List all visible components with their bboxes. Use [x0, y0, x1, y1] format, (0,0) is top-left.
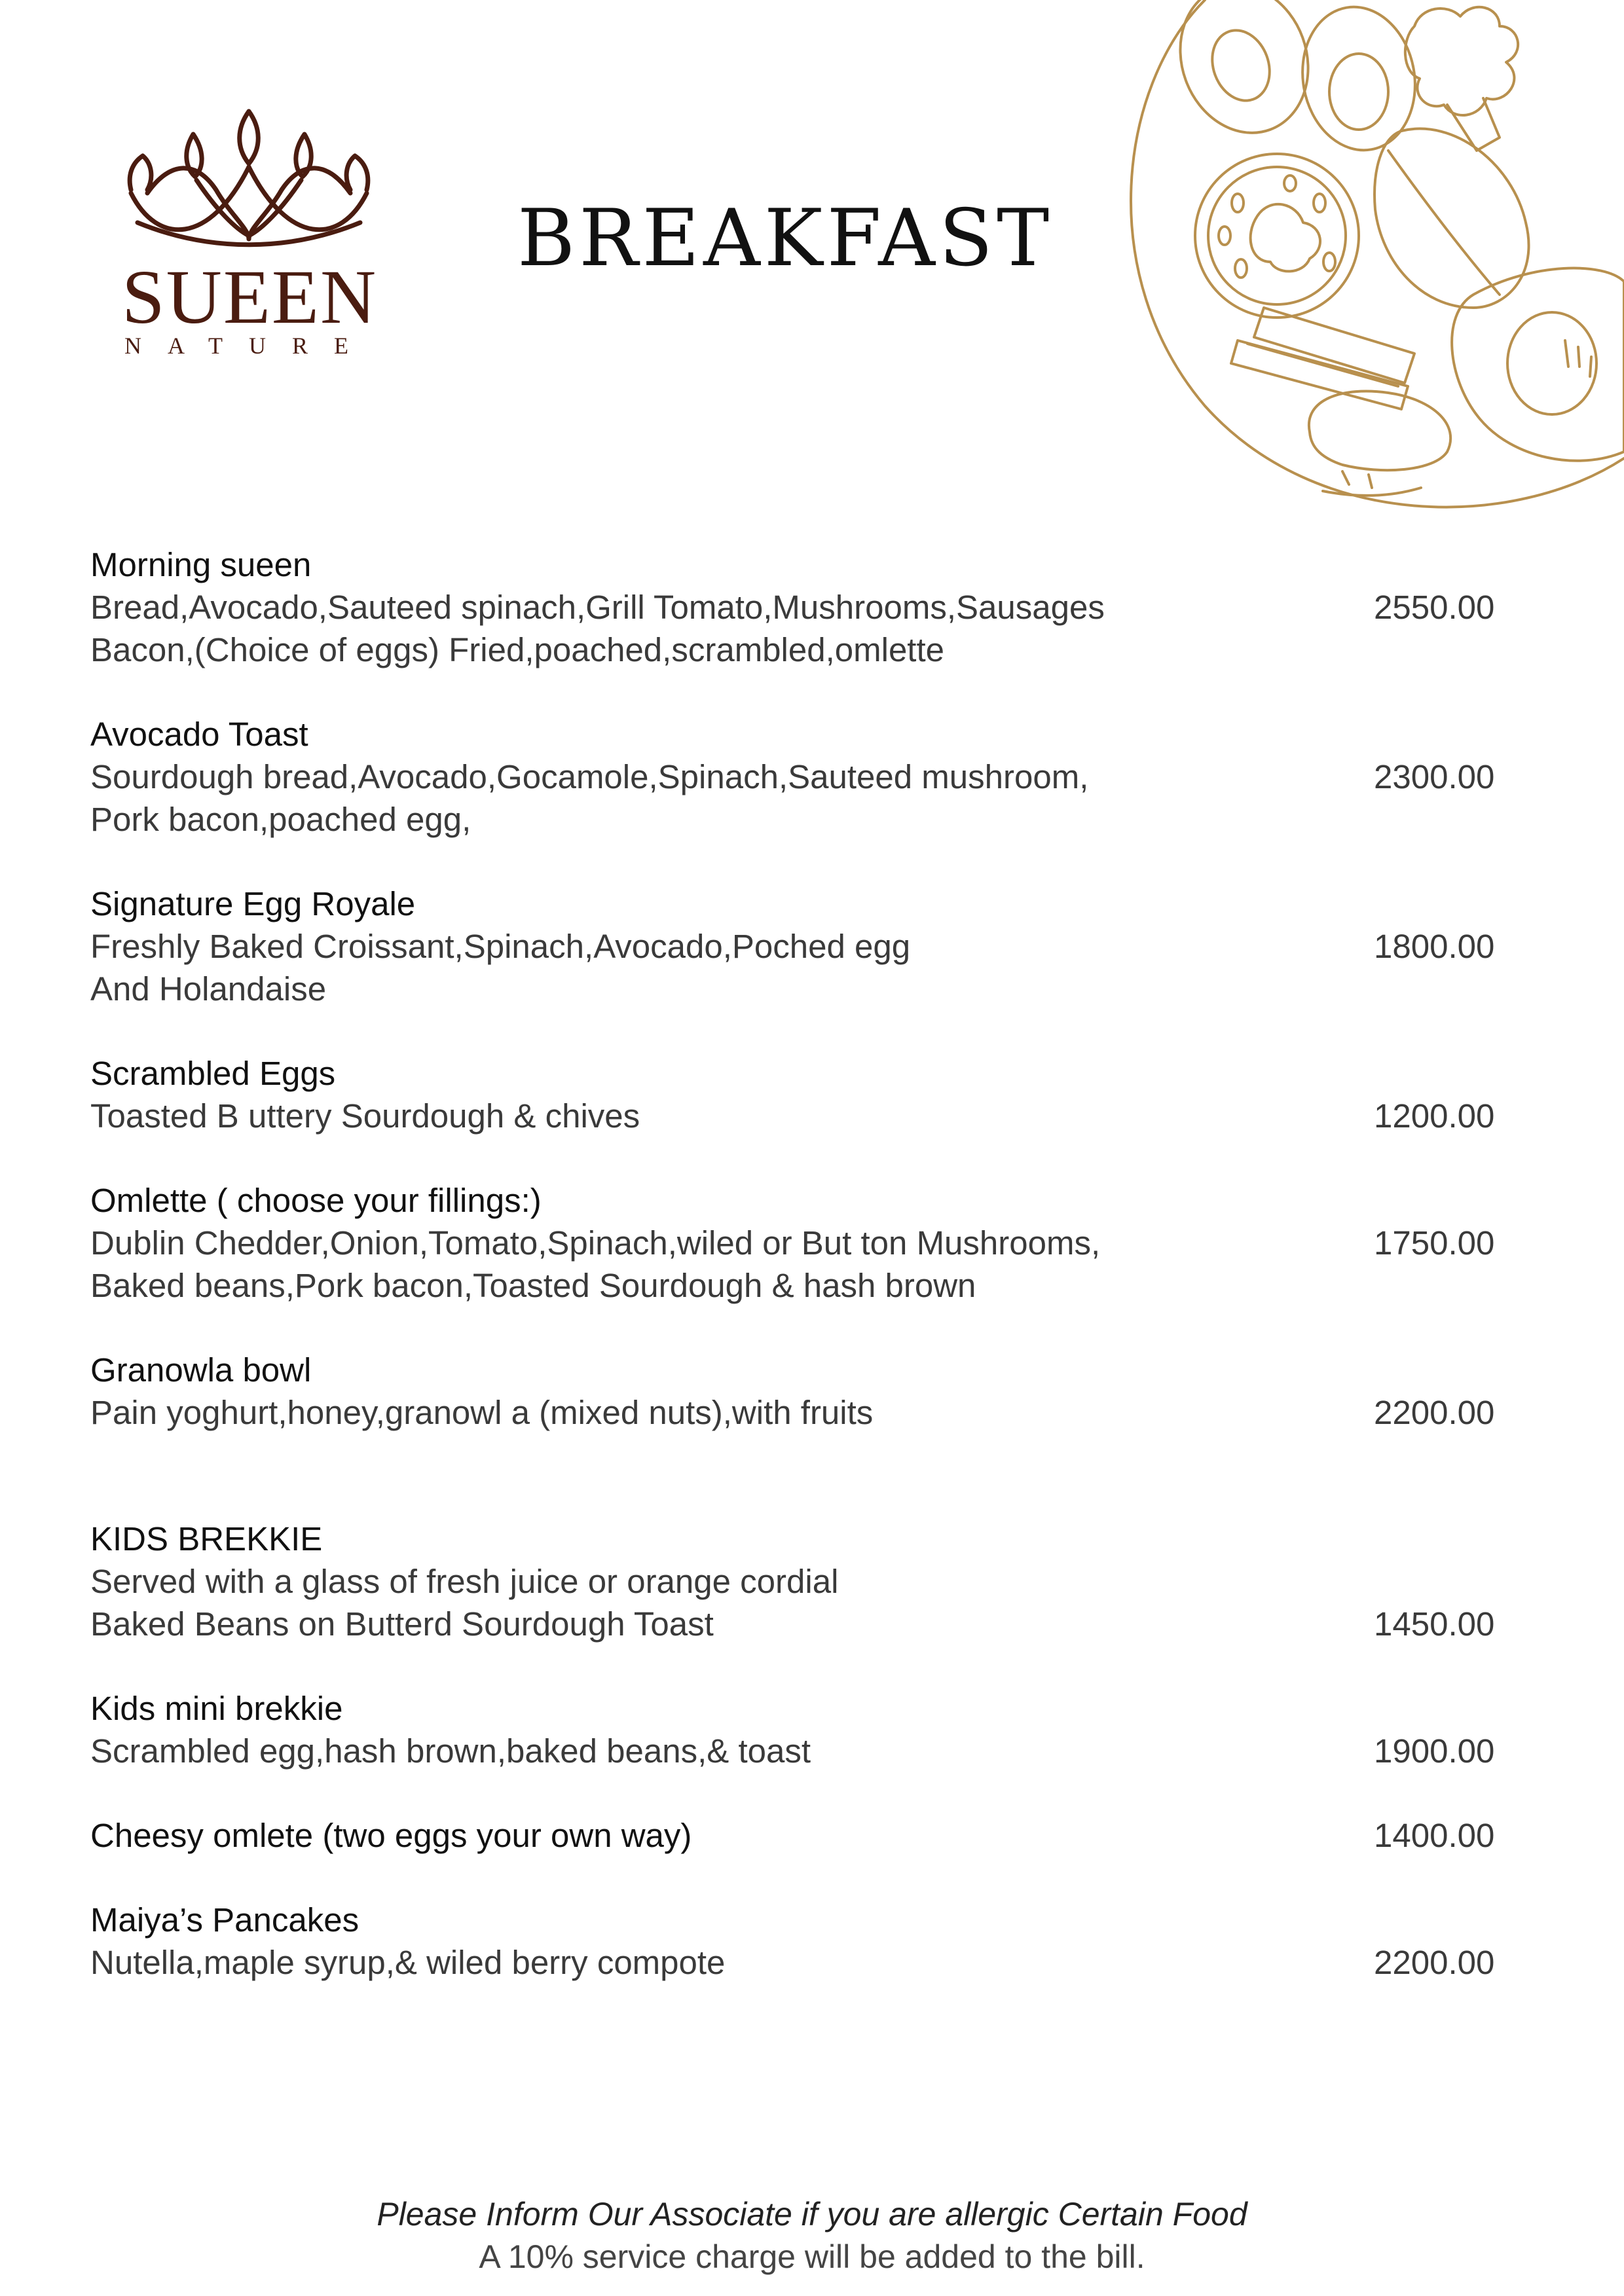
page-title: BREAKFAST	[517, 193, 1054, 284]
menu-item	[90, 1052, 1544, 1137]
menu-list	[90, 543, 1544, 2026]
menu-item-price: 2300.00	[1374, 758, 1495, 795]
footer	[0, 2193, 1624, 2278]
brand-logo	[118, 98, 380, 360]
service-charge-note: A 10% service charge will be added to the bill.	[479, 2238, 1145, 2275]
menu-item-name: Avocado Toast	[90, 716, 308, 753]
menu-item-description: Dublin Chedder,Onion,Tomato,Spinach,wiled or But ton Mushrooms,	[90, 1224, 1101, 1262]
menu-item-description: And Holandaise	[90, 970, 327, 1008]
menu-item	[90, 1814, 1544, 1857]
brand-tagline: NATURE	[124, 333, 375, 359]
menu-item-price: 1400.00	[1374, 1817, 1495, 1854]
menu-item-name: Kids mini brekkie	[90, 1690, 343, 1727]
breakfast-plate-illustration-icon	[1107, 0, 1624, 517]
menu-item-name: Signature Egg Royale	[90, 885, 416, 922]
menu-item-description: Freshly Baked Croissant,Spinach,Avocado,Poched egg	[90, 928, 911, 965]
menu-item-name: Granowla bowl	[90, 1351, 312, 1389]
menu-item-name: Omlette ( choose your fillings:)	[90, 1182, 542, 1219]
menu-item	[90, 1349, 1544, 1434]
menu-item-price: 2200.00	[1374, 1394, 1495, 1431]
allergy-note: Please Inform Our Associate if you are allergic Certain Food	[377, 2196, 1247, 2232]
menu-item-description: Pain yoghurt,honey,granowl a (mixed nuts),with fruits	[90, 1394, 874, 1431]
menu-item	[90, 1518, 1544, 1645]
menu-item-description: Bacon,(Choice of eggs) Fried,poached,scrambled,omlette	[90, 631, 945, 668]
menu-item-price: 1200.00	[1374, 1097, 1495, 1135]
menu-item	[90, 1687, 1544, 1772]
menu-item-description: Nutella,maple syrup,& wiled berry compote	[90, 1944, 726, 1981]
menu-item-name: KIDS BREKKIE	[90, 1520, 323, 1558]
menu-item-price: 1900.00	[1374, 1732, 1495, 1770]
menu-item-description: Scrambled egg,hash brown,baked beans,& toast	[90, 1732, 811, 1770]
menu-item	[90, 1899, 1544, 1984]
menu-item-price: 2200.00	[1374, 1944, 1495, 1981]
menu-item-description: Sourdough bread,Avocado,Gocamole,Spinach,Sauteed mushroom,	[90, 758, 1089, 795]
menu-item	[90, 1179, 1544, 1307]
menu-item-description: Pork bacon,poached egg,	[90, 801, 471, 838]
menu-item	[90, 883, 1544, 1010]
crown-icon	[118, 98, 380, 255]
menu-item-name: Morning sueen	[90, 546, 312, 583]
menu-item-name: Maiya’s Pancakes	[90, 1901, 360, 1939]
menu-item	[90, 713, 1544, 841]
menu-item-name: Scrambled Eggs	[90, 1055, 336, 1092]
menu-item-description: Baked Beans on Butterd Sourdough Toast	[90, 1605, 714, 1643]
menu-item-price: 1800.00	[1374, 928, 1495, 965]
menu-item-description: Toasted B uttery Sourdough & chives	[90, 1097, 640, 1135]
menu-item	[90, 543, 1544, 671]
menu-item-description: Bread,Avocado,Sauteed spinach,Grill Tomato,Mushrooms,Sausages	[90, 589, 1105, 626]
brand-name: SUEEN	[122, 254, 378, 340]
menu-item-price: 1450.00	[1374, 1605, 1495, 1643]
menu-item-price: 2550.00	[1374, 589, 1495, 626]
menu-item-price: 1750.00	[1374, 1224, 1495, 1262]
menu-item-description: Served with a glass of fresh juice or orange cordial	[90, 1563, 839, 1600]
menu-item-description: Baked beans,Pork bacon,Toasted Sourdough & hash brown	[90, 1267, 976, 1304]
menu-item-name: Cheesy omlete (two eggs your own way)	[90, 1817, 692, 1854]
